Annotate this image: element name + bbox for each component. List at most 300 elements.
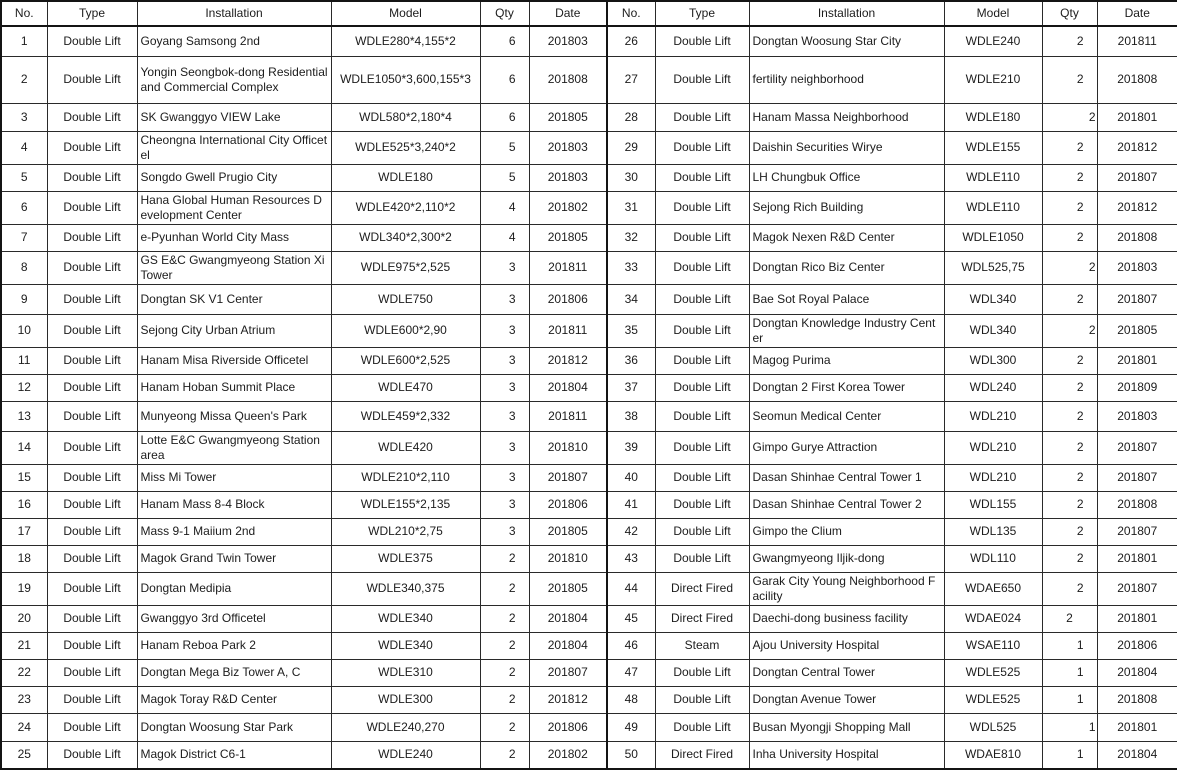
cell-type: Double Lift: [47, 741, 137, 769]
cell-date: 201805: [529, 518, 607, 545]
cell-date: 201809: [1097, 374, 1177, 401]
cell-qty: 2: [1042, 314, 1097, 347]
cell-no: 12: [1, 374, 47, 401]
cell-type: Double Lift: [655, 686, 749, 713]
cell-type: Double Lift: [47, 686, 137, 713]
cell-no: 13: [1, 401, 47, 431]
cell-type: Double Lift: [655, 545, 749, 572]
cell-no: 34: [607, 284, 655, 314]
table-row: [1, 518, 1177, 545]
cell-qty: 2: [1042, 431, 1097, 464]
table-row: [1, 545, 1177, 572]
cell-installation: fertility neighborhood: [749, 56, 944, 103]
cell-qty: 2: [480, 572, 529, 605]
cell-no: 20: [1, 605, 47, 632]
cell-no: 26: [607, 26, 655, 56]
cell-no: 5: [1, 164, 47, 191]
cell-qty: 2: [1042, 545, 1097, 572]
cell-type: Double Lift: [655, 191, 749, 224]
cell-type: Double Lift: [47, 131, 137, 164]
cell-model: WDLE459*2,332: [331, 401, 480, 431]
cell-no: 25: [1, 741, 47, 769]
cell-type: Double Lift: [655, 251, 749, 284]
cell-model: WDL210: [944, 464, 1042, 491]
cell-model: WDLE420: [331, 431, 480, 464]
cell-model: WDLE280*4,155*2: [331, 26, 480, 56]
table-row: [1, 284, 1177, 314]
cell-installation: Gwanggyo 3rd Officetel: [137, 605, 331, 632]
cell-no: 48: [607, 686, 655, 713]
cell-type: Double Lift: [655, 224, 749, 251]
cell-no: 31: [607, 191, 655, 224]
cell-type: Double Lift: [655, 347, 749, 374]
table-row: [1, 686, 1177, 713]
cell-no: 44: [607, 572, 655, 605]
cell-model: WDL300: [944, 347, 1042, 374]
cell-type: Double Lift: [47, 347, 137, 374]
cell-installation: Hanam Massa Neighborhood: [749, 103, 944, 131]
cell-model: WDL155: [944, 491, 1042, 518]
cell-type: Double Lift: [47, 713, 137, 741]
cell-date: 201806: [1097, 632, 1177, 659]
cell-date: 201808: [1097, 224, 1177, 251]
cell-model: WDLE1050*3,600,155*3: [331, 56, 480, 103]
cell-type: Double Lift: [655, 56, 749, 103]
cell-type: Double Lift: [655, 401, 749, 431]
cell-qty: 6: [480, 26, 529, 56]
cell-installation: Songdo Gwell Prugio City: [137, 164, 331, 191]
cell-qty: 2: [1042, 374, 1097, 401]
cell-installation: Dongtan Central Tower: [749, 659, 944, 686]
cell-qty: 2: [1042, 347, 1097, 374]
cell-no: 10: [1, 314, 47, 347]
cell-installation: Dongtan Avenue Tower: [749, 686, 944, 713]
header-no: No.: [607, 1, 655, 26]
cell-date: 201802: [529, 741, 607, 769]
cell-qty: 3: [480, 431, 529, 464]
cell-qty: 1: [1042, 713, 1097, 741]
cell-no: 30: [607, 164, 655, 191]
cell-date: 201811: [529, 314, 607, 347]
cell-qty: 2: [1042, 56, 1097, 103]
cell-no: 39: [607, 431, 655, 464]
cell-date: 201801: [1097, 713, 1177, 741]
cell-type: Double Lift: [47, 464, 137, 491]
cell-qty: 3: [480, 284, 529, 314]
cell-date: 201812: [529, 686, 607, 713]
table-row: [1, 401, 1177, 431]
cell-installation: Dongtan Knowledge Industry Center: [749, 314, 944, 347]
cell-type: Double Lift: [47, 26, 137, 56]
cell-model: WDLE600*2,525: [331, 347, 480, 374]
cell-date: 201803: [529, 131, 607, 164]
cell-model: WDL340: [944, 314, 1042, 347]
header-model: Model: [331, 1, 480, 26]
cell-model: WDLE525: [944, 659, 1042, 686]
cell-installation: Dongtan SK V1 Center: [137, 284, 331, 314]
cell-type: Double Lift: [47, 284, 137, 314]
table-row: [1, 26, 1177, 56]
cell-qty: 2: [480, 659, 529, 686]
table-row: [1, 605, 1177, 632]
cell-date: 201804: [529, 374, 607, 401]
cell-no: 22: [1, 659, 47, 686]
cell-qty: 2: [1042, 284, 1097, 314]
table-row: [1, 464, 1177, 491]
cell-qty: 6: [480, 56, 529, 103]
cell-qty: 2: [1042, 605, 1097, 632]
cell-type: Double Lift: [655, 518, 749, 545]
cell-qty: 2: [1042, 26, 1097, 56]
cell-date: 201807: [1097, 164, 1177, 191]
cell-qty: 3: [480, 518, 529, 545]
table-row: [1, 713, 1177, 741]
cell-type: Double Lift: [47, 545, 137, 572]
cell-date: 201804: [1097, 659, 1177, 686]
cell-model: WDL135: [944, 518, 1042, 545]
cell-qty: 6: [480, 103, 529, 131]
cell-type: Double Lift: [47, 191, 137, 224]
cell-model: WDLE340: [331, 632, 480, 659]
cell-type: Double Lift: [47, 314, 137, 347]
cell-model: WDL525: [944, 713, 1042, 741]
table-row: [1, 224, 1177, 251]
cell-model: WDLE975*2,525: [331, 251, 480, 284]
cell-model: WDLE110: [944, 191, 1042, 224]
cell-type: Double Lift: [47, 518, 137, 545]
header-qty: Qty: [480, 1, 529, 26]
cell-qty: 3: [480, 491, 529, 518]
cell-installation: Gimpo the Clium: [749, 518, 944, 545]
table-header: [1, 1, 1177, 26]
cell-date: 201807: [1097, 284, 1177, 314]
cell-no: 17: [1, 518, 47, 545]
cell-type: Double Lift: [47, 251, 137, 284]
cell-qty: 2: [480, 686, 529, 713]
cell-date: 201807: [1097, 431, 1177, 464]
cell-qty: 2: [480, 545, 529, 572]
cell-installation: Hana Global Human Resources Development Center: [137, 191, 331, 224]
cell-installation: Dongtan 2 First Korea Tower: [749, 374, 944, 401]
cell-no: 27: [607, 56, 655, 103]
cell-no: 6: [1, 191, 47, 224]
cell-date: 201804: [529, 632, 607, 659]
cell-installation: Dongtan Rico Biz Center: [749, 251, 944, 284]
cell-model: WDLE180: [944, 103, 1042, 131]
cell-date: 201811: [1097, 26, 1177, 56]
cell-type: Double Lift: [655, 103, 749, 131]
header-installation: Installation: [137, 1, 331, 26]
cell-installation: Dongtan Medipia: [137, 572, 331, 605]
table-row: [1, 659, 1177, 686]
cell-installation: Hanam Reboa Park 2: [137, 632, 331, 659]
cell-installation: Magok Nexen R&D Center: [749, 224, 944, 251]
cell-installation: Seomun Medical Center: [749, 401, 944, 431]
cell-qty: 5: [480, 131, 529, 164]
cell-model: WDL240: [944, 374, 1042, 401]
cell-type: Double Lift: [655, 164, 749, 191]
cell-no: 14: [1, 431, 47, 464]
cell-type: Double Lift: [47, 605, 137, 632]
cell-model: WDLE240,270: [331, 713, 480, 741]
cell-no: 18: [1, 545, 47, 572]
cell-type: Double Lift: [47, 659, 137, 686]
cell-type: Double Lift: [47, 224, 137, 251]
cell-type: Steam: [655, 632, 749, 659]
cell-date: 201803: [1097, 401, 1177, 431]
cell-qty: 2: [1042, 164, 1097, 191]
cell-installation: Sejong Rich Building: [749, 191, 944, 224]
cell-no: 42: [607, 518, 655, 545]
cell-qty: 2: [1042, 572, 1097, 605]
cell-installation: Daishin Securities Wirye: [749, 131, 944, 164]
header-type: Type: [47, 1, 137, 26]
cell-type: Double Lift: [655, 491, 749, 518]
cell-type: Double Lift: [47, 632, 137, 659]
cell-installation: Hanam Mass 8-4 Block: [137, 491, 331, 518]
cell-qty: 2: [1042, 251, 1097, 284]
cell-date: 201807: [1097, 464, 1177, 491]
cell-date: 201807: [1097, 518, 1177, 545]
cell-no: 36: [607, 347, 655, 374]
cell-date: 201801: [1097, 545, 1177, 572]
cell-date: 201812: [1097, 191, 1177, 224]
cell-model: WDLE240: [944, 26, 1042, 56]
cell-installation: Yongin Seongbok-dong Residential and Commercial Complex: [137, 56, 331, 103]
cell-installation: Bae Sot Royal Palace: [749, 284, 944, 314]
cell-date: 201806: [529, 284, 607, 314]
cell-no: 47: [607, 659, 655, 686]
cell-installation: Dongtan Woosung Star Park: [137, 713, 331, 741]
cell-type: Direct Fired: [655, 605, 749, 632]
cell-installation: Busan Myongji Shopping Mall: [749, 713, 944, 741]
cell-no: 3: [1, 103, 47, 131]
cell-date: 201808: [1097, 491, 1177, 518]
cell-date: 201805: [529, 224, 607, 251]
cell-installation: Goyang Samsong 2nd: [137, 26, 331, 56]
cell-model: WDAE810: [944, 741, 1042, 769]
cell-model: WDLE340: [331, 605, 480, 632]
table-row: [1, 632, 1177, 659]
cell-model: WDL210: [944, 401, 1042, 431]
cell-date: 201806: [529, 491, 607, 518]
cell-date: 201804: [1097, 741, 1177, 769]
cell-model: WDLE600*2,90: [331, 314, 480, 347]
cell-installation: Mass 9-1 Maiium 2nd: [137, 518, 331, 545]
cell-type: Double Lift: [655, 659, 749, 686]
header-installation: Installation: [749, 1, 944, 26]
cell-qty: 3: [480, 251, 529, 284]
cell-qty: 4: [480, 191, 529, 224]
cell-no: 41: [607, 491, 655, 518]
cell-model: WDLE1050: [944, 224, 1042, 251]
cell-installation: Sejong City Urban Atrium: [137, 314, 331, 347]
cell-installation: Munyeong Missa Queen's Park: [137, 401, 331, 431]
table-row: [1, 374, 1177, 401]
cell-date: 201812: [1097, 131, 1177, 164]
cell-installation: Hanam Hoban Summit Place: [137, 374, 331, 401]
cell-type: Double Lift: [47, 431, 137, 464]
cell-no: 33: [607, 251, 655, 284]
cell-no: 28: [607, 103, 655, 131]
cell-type: Double Lift: [47, 374, 137, 401]
table-row: [1, 347, 1177, 374]
cell-model: WDL340*2,300*2: [331, 224, 480, 251]
cell-installation: Inha University Hospital: [749, 741, 944, 769]
cell-date: 201805: [1097, 314, 1177, 347]
cell-date: 201810: [529, 431, 607, 464]
cell-installation: LH Chungbuk Office: [749, 164, 944, 191]
cell-qty: 3: [480, 464, 529, 491]
cell-date: 201801: [1097, 103, 1177, 131]
cell-qty: 1: [1042, 686, 1097, 713]
cell-type: Double Lift: [47, 572, 137, 605]
header-date: Date: [529, 1, 607, 26]
cell-installation: Dasan Shinhae Central Tower 2: [749, 491, 944, 518]
cell-installation: Dongtan Mega Biz Tower A, C: [137, 659, 331, 686]
cell-no: 16: [1, 491, 47, 518]
cell-no: 1: [1, 26, 47, 56]
cell-no: 38: [607, 401, 655, 431]
cell-date: 201808: [1097, 686, 1177, 713]
cell-model: WDLE155: [944, 131, 1042, 164]
table-body: [1, 26, 1177, 769]
cell-installation: Ajou University Hospital: [749, 632, 944, 659]
cell-installation: Magok Grand Twin Tower: [137, 545, 331, 572]
cell-model: WDLE300: [331, 686, 480, 713]
cell-installation: Hanam Misa Riverside Officetel: [137, 347, 331, 374]
cell-qty: 4: [480, 224, 529, 251]
cell-type: Direct Fired: [655, 741, 749, 769]
cell-no: 11: [1, 347, 47, 374]
cell-no: 2: [1, 56, 47, 103]
cell-model: WDLE525*3,240*2: [331, 131, 480, 164]
table-row: [1, 572, 1177, 605]
cell-qty: 2: [1042, 464, 1097, 491]
cell-installation: Magok Toray R&D Center: [137, 686, 331, 713]
cell-date: 201801: [1097, 605, 1177, 632]
cell-qty: 2: [1042, 401, 1097, 431]
cell-qty: 2: [1042, 103, 1097, 131]
cell-model: WDL580*2,180*4: [331, 103, 480, 131]
cell-date: 201805: [529, 572, 607, 605]
cell-model: WDLE750: [331, 284, 480, 314]
cell-type: Double Lift: [655, 374, 749, 401]
header-type: Type: [655, 1, 749, 26]
cell-installation: Gimpo Gurye Attraction: [749, 431, 944, 464]
table-row: [1, 251, 1177, 284]
cell-model: WDLE470: [331, 374, 480, 401]
cell-qty: 5: [480, 164, 529, 191]
cell-no: 50: [607, 741, 655, 769]
cell-date: 201807: [529, 659, 607, 686]
cell-qty: 2: [480, 741, 529, 769]
cell-date: 201803: [1097, 251, 1177, 284]
cell-installation: Magog Purima: [749, 347, 944, 374]
cell-no: 40: [607, 464, 655, 491]
table-row: [1, 431, 1177, 464]
cell-model: WDLE525: [944, 686, 1042, 713]
table-row: [1, 164, 1177, 191]
header-no: No.: [1, 1, 47, 26]
cell-date: 201801: [1097, 347, 1177, 374]
cell-installation: GS E&C Gwangmyeong Station Xi Tower: [137, 251, 331, 284]
cell-no: 15: [1, 464, 47, 491]
table-row: [1, 103, 1177, 131]
cell-type: Double Lift: [47, 491, 137, 518]
table-row: [1, 491, 1177, 518]
cell-no: 7: [1, 224, 47, 251]
cell-no: 19: [1, 572, 47, 605]
cell-installation: SK Gwanggyo VIEW Lake: [137, 103, 331, 131]
cell-model: WDLE340,375: [331, 572, 480, 605]
cell-model: WDAE650: [944, 572, 1042, 605]
cell-qty: 2: [480, 713, 529, 741]
cell-qty: 3: [480, 347, 529, 374]
cell-model: WDL210: [944, 431, 1042, 464]
cell-installation: Garak City Young Neighborhood Facility: [749, 572, 944, 605]
cell-model: WDLE420*2,110*2: [331, 191, 480, 224]
cell-qty: 1: [1042, 632, 1097, 659]
cell-model: WDLE210: [944, 56, 1042, 103]
cell-type: Double Lift: [47, 103, 137, 131]
cell-date: 201802: [529, 191, 607, 224]
cell-no: 46: [607, 632, 655, 659]
cell-no: 37: [607, 374, 655, 401]
cell-qty: 2: [1042, 131, 1097, 164]
cell-model: WDL340: [944, 284, 1042, 314]
cell-model: WDLE310: [331, 659, 480, 686]
cell-type: Double Lift: [655, 314, 749, 347]
header-qty: Qty: [1042, 1, 1097, 26]
cell-installation: Gwangmyeong Iljik-dong: [749, 545, 944, 572]
cell-qty: 2: [480, 632, 529, 659]
cell-qty: 3: [480, 374, 529, 401]
header-date: Date: [1097, 1, 1177, 26]
cell-qty: 3: [480, 401, 529, 431]
cell-no: 45: [607, 605, 655, 632]
cell-date: 201807: [529, 464, 607, 491]
table-row: [1, 314, 1177, 347]
cell-type: Double Lift: [655, 431, 749, 464]
cell-no: 43: [607, 545, 655, 572]
cell-no: 29: [607, 131, 655, 164]
cell-qty: 2: [1042, 518, 1097, 545]
cell-qty: 2: [480, 605, 529, 632]
cell-installation: Dongtan Woosung Star City: [749, 26, 944, 56]
cell-installation: Daechi-dong business facility: [749, 605, 944, 632]
cell-qty: 2: [1042, 191, 1097, 224]
cell-date: 201807: [1097, 572, 1177, 605]
cell-type: Double Lift: [47, 56, 137, 103]
cell-no: 49: [607, 713, 655, 741]
cell-date: 201808: [529, 56, 607, 103]
cell-installation: Miss Mi Tower: [137, 464, 331, 491]
header-row: [1, 1, 1177, 26]
cell-no: 23: [1, 686, 47, 713]
cell-qty: 3: [480, 314, 529, 347]
cell-date: 201808: [1097, 56, 1177, 103]
cell-model: WDLE110: [944, 164, 1042, 191]
cell-date: 201803: [529, 26, 607, 56]
cell-date: 201804: [529, 605, 607, 632]
table-row: [1, 191, 1177, 224]
cell-qty: 1: [1042, 741, 1097, 769]
table-row: [1, 131, 1177, 164]
cell-date: 201805: [529, 103, 607, 131]
cell-model: WDL525,75: [944, 251, 1042, 284]
cell-qty: 1: [1042, 659, 1097, 686]
